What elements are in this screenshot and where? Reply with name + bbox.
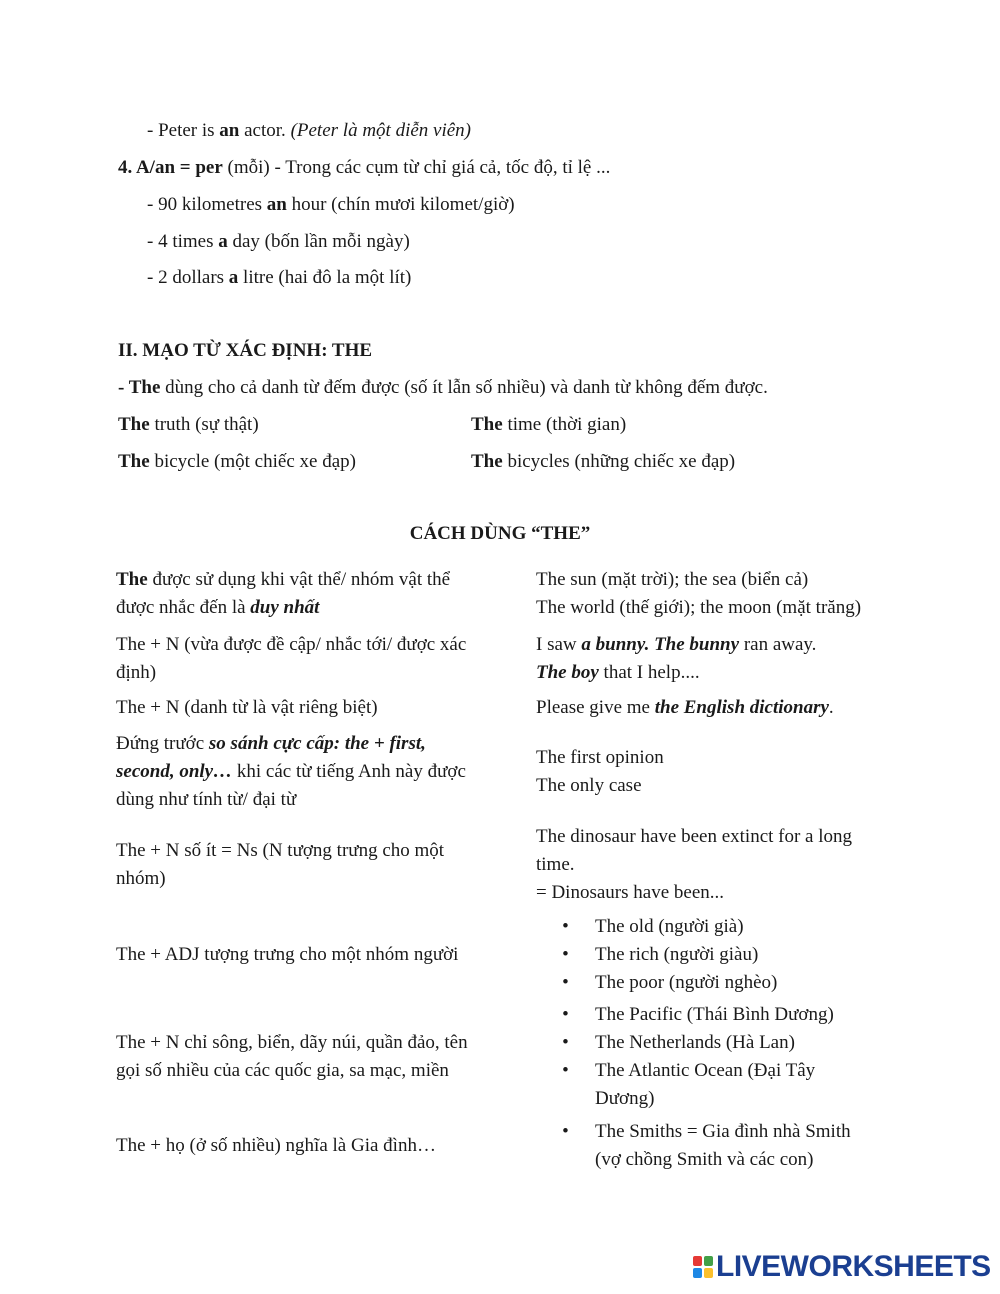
- bold-text: The: [116, 569, 148, 590]
- text-line: [116, 594, 534, 622]
- text-line: The dinosaur have been extinct for a long: [536, 826, 853, 847]
- text-line: The + N chỉ sông, biển, dãy núi, quần đảo, tên: [116, 1032, 468, 1053]
- table-row: [112, 561, 912, 627]
- text: day (bốn lần mỗi ngày): [227, 231, 410, 252]
- text-line: [116, 730, 534, 758]
- text: ran away.: [739, 634, 817, 655]
- list-item: [536, 913, 912, 941]
- bold-text: 4. A/an = per: [118, 157, 223, 178]
- per-section-title: [118, 156, 610, 180]
- bold-text: The: [118, 414, 150, 435]
- text-line: The + N (vừa được đề cập/ nhắc tới/ được xác: [116, 634, 467, 655]
- rule-cell: [112, 691, 534, 725]
- text-line: The sun (mặt trời); the sea (biển cả): [536, 569, 809, 590]
- text-line: The only case: [536, 775, 642, 796]
- text: The rich (người giàu): [595, 944, 759, 965]
- text: được nhắc đến là: [116, 597, 251, 618]
- text: - 90 kilometres: [147, 194, 267, 215]
- example-pair-row: [118, 450, 918, 474]
- text-line: [536, 659, 912, 687]
- table-row: [112, 819, 912, 911]
- text-line: [116, 566, 534, 594]
- text-line: The + N (danh từ là vật riêng biệt): [116, 697, 378, 718]
- bold-italic-text: the English dictionary: [654, 697, 829, 718]
- logo-text: LIVEWORKSHEETS: [716, 1250, 991, 1283]
- text: bicycle (một chiếc xe đạp): [149, 451, 356, 472]
- rule-cell: [112, 627, 534, 691]
- rule-cell: [112, 1115, 534, 1177]
- bold-italic-text: second, only…: [116, 761, 233, 782]
- text: .: [828, 697, 834, 718]
- text: - Peter is: [147, 120, 220, 141]
- per-example: [147, 230, 410, 254]
- text: that I help....: [598, 662, 700, 683]
- bullet-icon: •: [562, 972, 569, 993]
- text-line: [536, 631, 912, 659]
- example-cell: [534, 691, 912, 725]
- text-line: The + ADJ tượng trưng cho một nhóm người: [116, 944, 459, 965]
- example-left: [118, 451, 356, 472]
- example-cell: [534, 999, 912, 1115]
- text-line: [536, 694, 912, 722]
- usage-table: [112, 561, 912, 1177]
- list-item: [536, 1001, 912, 1029]
- logo-square: [693, 1256, 702, 1266]
- example-cell: [534, 911, 912, 999]
- list-item: [536, 1057, 912, 1113]
- bullet-icon: •: [562, 1060, 569, 1081]
- bold-text: The: [118, 451, 150, 472]
- liveworksheets-logo: [693, 1250, 991, 1284]
- text: được sử dụng khi vật thể/ nhóm vật thể: [147, 569, 451, 590]
- text: actor.: [239, 120, 291, 141]
- bold-text: The: [471, 451, 503, 472]
- example-cell: [534, 561, 912, 627]
- bold-italic-text: The boy: [536, 662, 599, 683]
- example-cell: [534, 725, 912, 819]
- text-line: The first opinion: [536, 747, 664, 768]
- text: - 2 dollars: [147, 267, 229, 288]
- text: khi các từ tiếng Anh này được: [232, 761, 466, 782]
- bullet-icon: •: [562, 916, 569, 937]
- logo-mark-icon: [693, 1256, 713, 1278]
- text: The poor (người nghèo): [595, 972, 778, 993]
- bold-italic-text: so sánh cực cấp: the + first,: [208, 733, 426, 754]
- text-line: The world (thế giới); the moon (mặt trăng): [536, 597, 862, 618]
- list-item: [536, 1118, 912, 1174]
- rule-cell: [112, 725, 534, 819]
- text-line: Dương): [595, 1088, 655, 1109]
- bullet-icon: •: [562, 1032, 569, 1053]
- table-row: [112, 999, 912, 1115]
- text: Đứng trước: [116, 733, 209, 754]
- text-line: The + N số ít = Ns (N tượng trưng cho một: [116, 840, 445, 861]
- example-cell: [534, 819, 912, 911]
- example-pair-row: [118, 413, 918, 437]
- bullet-icon: •: [562, 944, 569, 965]
- table-row: [112, 911, 912, 999]
- text-line: The Atlantic Ocean (Đại Tây: [595, 1060, 816, 1081]
- text-line: dùng như tính từ/ đại từ: [116, 789, 297, 810]
- text: dùng cho cả danh từ đếm được (số ít lẫn số nhiều) và danh từ không đếm được.: [160, 377, 768, 398]
- table-row: [112, 1115, 912, 1177]
- rule-cell: [112, 819, 534, 911]
- table-row: [112, 691, 912, 725]
- bold-text: The: [471, 414, 503, 435]
- text: hour (chín mươi kilomet/giờ): [286, 194, 515, 215]
- example-left: [118, 414, 259, 435]
- definite-article-heading: II. MẠO TỪ XÁC ĐỊNH: THE: [118, 340, 373, 361]
- definite-article-description: [118, 376, 768, 400]
- bold-text: - The: [118, 377, 161, 398]
- text: The Netherlands (Hà Lan): [595, 1032, 795, 1053]
- bold-text: a: [228, 267, 239, 288]
- text-line: (vợ chồng Smith và các con): [595, 1149, 814, 1170]
- text-line: định): [116, 662, 157, 683]
- per-example: [147, 193, 515, 217]
- text-line: nhóm): [116, 868, 166, 889]
- text: The old (người già): [595, 916, 744, 937]
- text: bicycles (những chiếc xe đạp): [502, 451, 736, 472]
- per-example: [147, 266, 411, 290]
- example-right: [471, 450, 735, 474]
- bold-text: an: [219, 120, 240, 141]
- list-item: [536, 941, 912, 969]
- list-item: [536, 969, 912, 997]
- rule-cell: [112, 911, 534, 999]
- logo-square: [693, 1268, 702, 1278]
- list-item: [536, 1029, 912, 1057]
- text: I saw: [536, 634, 582, 655]
- example-peter-actor: [147, 119, 471, 143]
- text: [595, 1118, 851, 1174]
- text: Please give me: [536, 697, 655, 718]
- text: - 4 times: [147, 231, 219, 252]
- example-cell: [534, 627, 912, 691]
- text-line: time.: [536, 854, 575, 875]
- usage-heading: CÁCH DÙNG “THE”: [409, 523, 591, 544]
- bold-italic-text: a bunny. The bunny: [581, 634, 740, 655]
- text: litre (hai đô la một lít): [238, 267, 412, 288]
- bold-text: an: [266, 194, 287, 215]
- text-line: gọi số nhiều của các quốc gia, sa mạc, miền: [116, 1060, 449, 1081]
- text-line: = Dinosaurs have been...: [536, 882, 724, 903]
- italic-text: (Peter là một diễn viên): [290, 120, 471, 141]
- bold-text: a: [218, 231, 228, 252]
- logo-square: [704, 1256, 713, 1266]
- logo-square: [704, 1268, 713, 1278]
- table-row: [112, 725, 912, 819]
- text-line: The + họ (ở số nhiều) nghĩa là Gia đình…: [116, 1135, 436, 1156]
- rule-cell: [112, 561, 534, 627]
- text-line: The Smiths = Gia đình nhà Smith: [595, 1121, 851, 1142]
- bullet-icon: •: [562, 1004, 569, 1025]
- text: truth (sự thật): [149, 414, 259, 435]
- rule-cell: [112, 999, 534, 1115]
- bold-italic-text: duy nhất: [250, 597, 320, 618]
- bullet-icon: •: [562, 1121, 569, 1142]
- text: time (thời gian): [502, 414, 627, 435]
- text: (mỗi) - Trong các cụm từ chỉ giá cả, tốc độ, tỉ lệ ...: [222, 157, 611, 178]
- text-line: [116, 758, 534, 786]
- text: [595, 1057, 815, 1113]
- example-right: [471, 413, 626, 437]
- example-cell: [534, 1115, 912, 1177]
- text: The Pacific (Thái Bình Dương): [595, 1004, 834, 1025]
- table-row: [112, 627, 912, 691]
